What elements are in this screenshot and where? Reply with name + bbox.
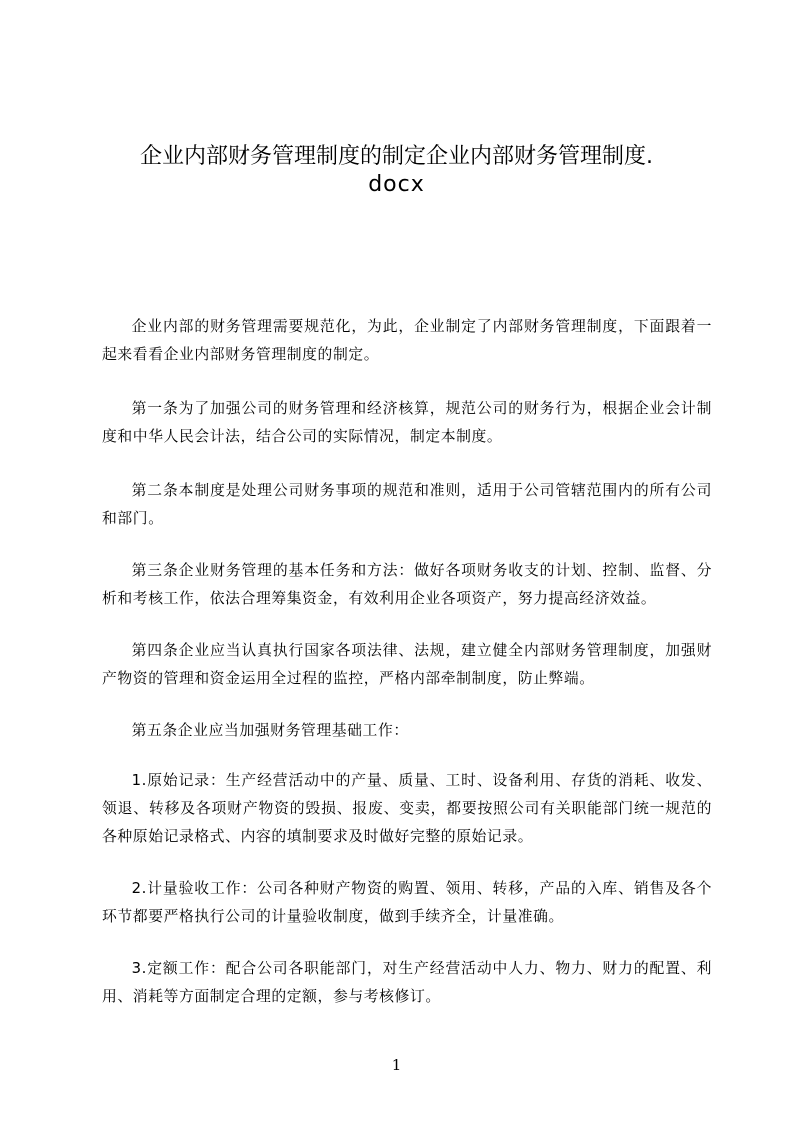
paragraph-article-1: 第一条为了加强公司的财务管理和经济核算，规范公司的财务行为，根据企业会计制度和中华人民会计法，结合公司的实际情况，制定本制度。	[102, 400, 712, 445]
page-number: 1	[391, 1056, 402, 1074]
document-title: 企业内部财务管理制度的制定企业内部财务管理制度.	[140, 144, 653, 169]
paragraph-article-2: 第二条本制度是处理公司财务事项的规范和准则，适用于公司管辖范围内的所有公司和部门。	[102, 482, 712, 527]
paragraph-item-3: 3.定额工作：配合公司各职能部门，对生产经营活动中人力、物力、财力的配置、利用、消耗等方面制定合理的定额，参与考核修订。	[102, 960, 712, 1005]
paragraph-item-2: 2.计量验收工作：公司各种财产物资的购置、领用、转移，产品的入库、销售及各个环节都要严格执行公司的计量验收制度，做到手续齐全，计量准确。	[102, 880, 712, 925]
paragraph-article-4: 第四条企业应当认真执行国家各项法律、法规，建立健全内部财务管理制度，加强财产物资的管理和资金运用全过程的监控，严格内部牵制制度，防止弊端。	[102, 642, 712, 687]
paragraph-article-5: 第五条企业应当加强财务管理基础工作：	[131, 722, 409, 739]
paragraph-item-1: 1.原始记录：生产经营活动中的产量、质量、工时、设备利用、存货的消耗、收发、领退、转移及各项财产物资的毁损、报废、变卖，都要按照公司有关职能部门统一规范的各种原始记录格式、内容的填制要求及时做好完整的原始记录。	[102, 772, 712, 845]
paragraph-intro: 企业内部的财务管理需要规范化，为此，企业制定了内部财务管理制度，下面跟着一起来看看企业内部财务管理制度的制定。	[102, 318, 712, 363]
paragraph-article-3: 第三条企业财务管理的基本任务和方法：做好各项财务收支的计划、控制、监督、分析和考核工作，依法合理筹集资金，有效利用企业各项资产，努力提高经济效益。	[102, 562, 712, 607]
document-title-extension: docx	[368, 172, 425, 197]
